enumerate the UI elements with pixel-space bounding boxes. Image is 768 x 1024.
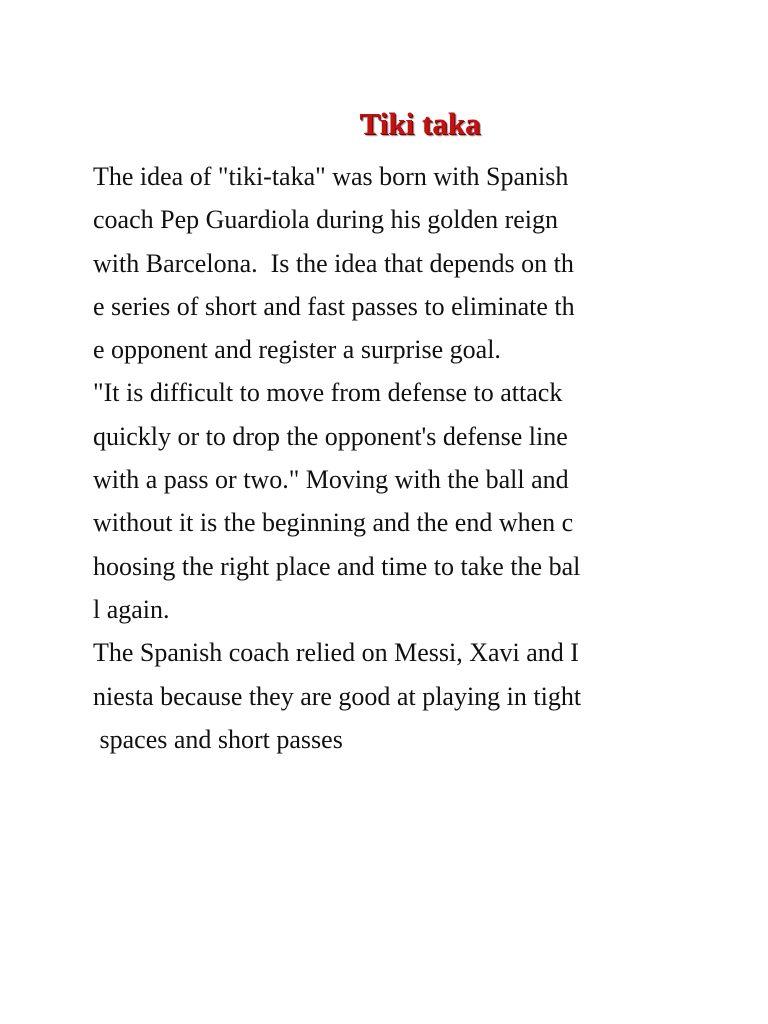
text-line: with a pass or two." Moving with the ball and: [93, 465, 569, 495]
text-line: e series of short and fast passes to eliminate th: [93, 291, 575, 321]
text-line: l again.: [93, 594, 170, 624]
text-line: quickly or to drop the opponent's defense line: [93, 421, 568, 451]
text-line: niesta because they are good at playing in tight: [93, 681, 582, 711]
text-line: "It is difficult to move from defense to attack: [93, 378, 563, 408]
text-line: coach Pep Guardiola during his golden reign: [93, 205, 558, 235]
text-line: e opponent and register a surprise goal.: [93, 335, 501, 365]
page-title: Tiki taka: [359, 106, 481, 141]
body-text: [93, 155, 733, 761]
text-line: without it is the beginning and the end when c: [93, 508, 574, 538]
text-line: with Barcelona. Is the idea that depends on th: [93, 248, 574, 278]
text-line: hoosing the right place and time to take the bal: [93, 551, 581, 581]
text-line: The idea of "tiki-taka" was born with Spanish: [93, 162, 569, 191]
text-line: spaces and short passes: [93, 724, 343, 754]
text-line: The Spanish coach relied on Messi, Xavi and I: [93, 638, 579, 668]
